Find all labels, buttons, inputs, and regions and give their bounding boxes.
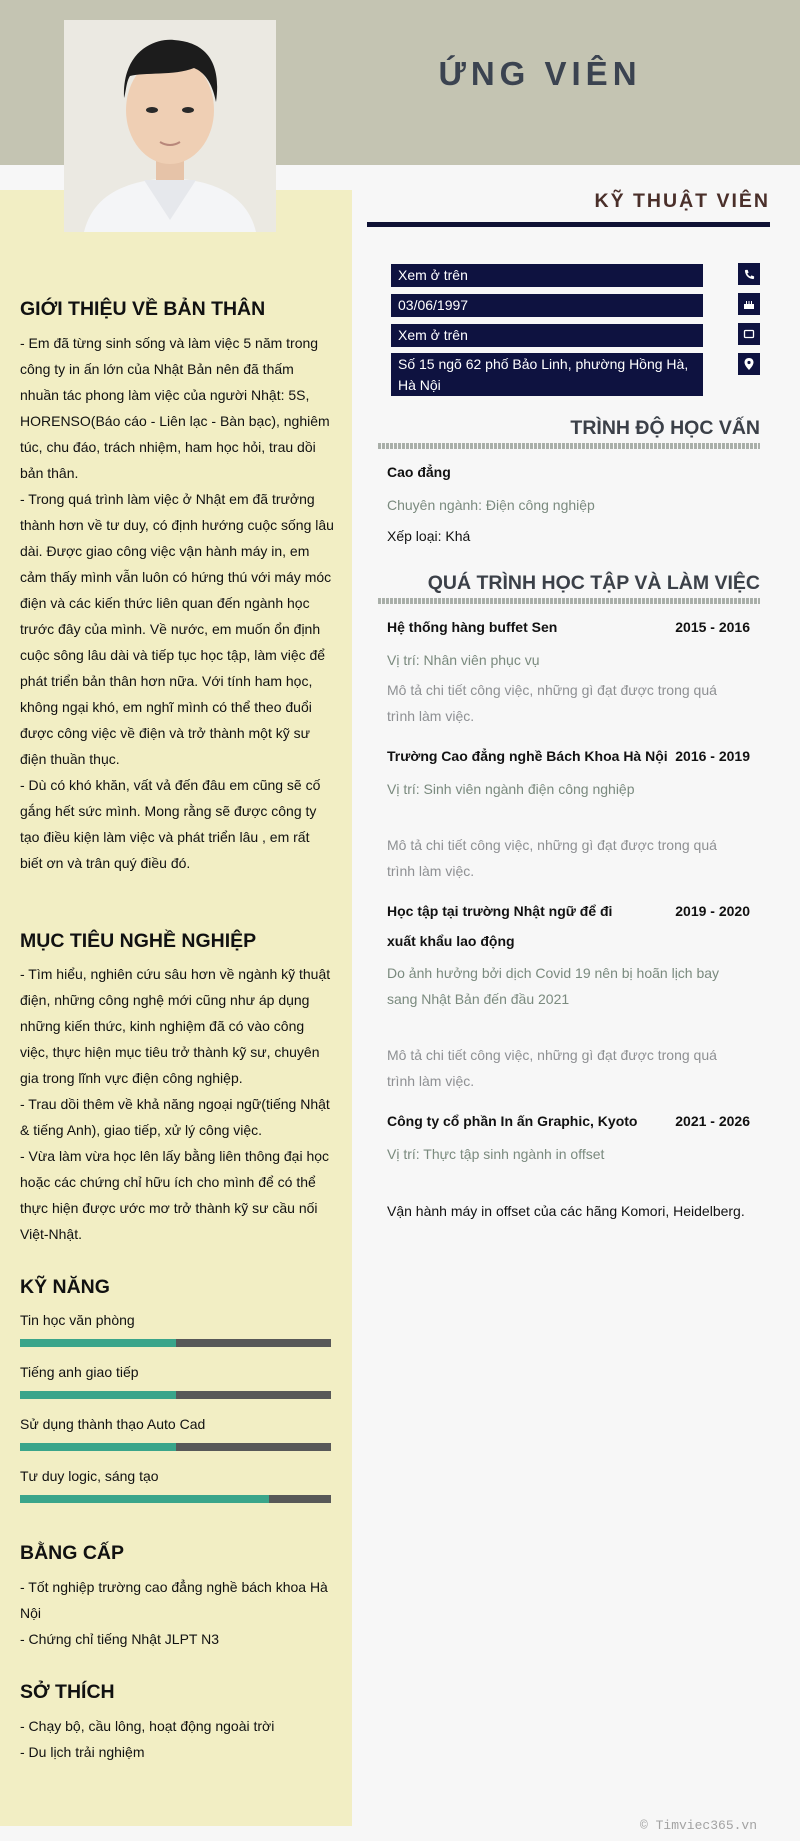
experience-position: Vị trí: Nhân viên phục vụ — [387, 652, 540, 668]
skill-bar — [20, 1339, 331, 1347]
objective-paragraph: - Trau dồi thêm về khả năng ngoại ngữ(tiếng Nhật & tiếng Anh), giao tiếp, xử lý công việc. — [20, 1096, 330, 1138]
birthday-cake-icon — [738, 293, 760, 315]
footer-copyright: © Timviec365.vn — [640, 1818, 758, 1833]
job-title-underline — [367, 222, 770, 227]
job-title: KỸ THUẬT VIÊN — [594, 190, 770, 212]
avatar — [64, 20, 276, 232]
skill-label: Tin học văn phòng — [20, 1312, 135, 1328]
contact-email: Xem ở trên — [391, 324, 703, 347]
experience-years: 2019 - 2020 — [675, 903, 750, 919]
experience-description: Mô tả chi tiết công việc, những gì đạt được trong quá trình làm việc. — [387, 682, 717, 724]
skill-bar — [20, 1495, 331, 1503]
experience-description: Mô tả chi tiết công việc, những gì đạt được trong quá trình làm việc. — [387, 837, 717, 879]
education-title: TRÌNH ĐỘ HỌC VẤN — [570, 417, 760, 439]
experience-org: Công ty cổ phần In ấn Graphic, Kyoto — [387, 1113, 638, 1129]
experience-org-continued: xuất khẩu lao động — [387, 933, 515, 949]
experience-title: QUÁ TRÌNH HỌC TẬP VÀ LÀM VIỆC — [427, 572, 760, 594]
certificates-title: BẰNG CẤP — [20, 1542, 125, 1564]
certificate-item: - Tốt nghiệp trường cao đẳng nghề bách khoa Hà Nội — [20, 1579, 328, 1621]
objective-text — [20, 961, 335, 1247]
experience-description: Vận hành máy in offset của các hãng Komori, Heidelberg. — [387, 1203, 745, 1219]
education-grade: Xếp loại: Khá — [387, 528, 471, 544]
experience-years: 2015 - 2016 — [675, 619, 750, 635]
hobbies-text — [20, 1713, 335, 1765]
hobby-item: - Du lịch trải nghiệm — [20, 1744, 145, 1760]
objective-title: MỤC TIÊU NGHỀ NGHIỆP — [20, 930, 257, 952]
experience-years: 2021 - 2026 — [675, 1113, 750, 1129]
certificate-item: - Chứng chỉ tiếng Nhật JLPT N3 — [20, 1631, 219, 1647]
skill-bar — [20, 1391, 331, 1399]
skill-label: Tiếng anh giao tiếp — [20, 1364, 139, 1380]
skill-bar-fill — [20, 1339, 176, 1347]
skill-label: Tư duy logic, sáng tạo — [20, 1468, 159, 1484]
location-pin-icon — [738, 353, 760, 375]
education-level: Cao đẳng — [387, 464, 451, 480]
experience-org: Hệ thống hàng buffet Sen — [387, 619, 558, 635]
experience-org: Học tập tại trường Nhật ngữ để đi — [387, 903, 613, 919]
skills-title: KỸ NĂNG — [20, 1276, 110, 1298]
skill-label: Sử dụng thành thạo Auto Cad — [20, 1416, 206, 1432]
contact-address: Số 15 ngõ 62 phố Bảo Linh, phường Hồng Hà, Hà Nội — [391, 353, 703, 396]
contact-birthday: 03/06/1997 — [391, 294, 703, 317]
experience-description: Mô tả chi tiết công việc, những gì đạt được trong quá trình làm việc. — [387, 1047, 717, 1089]
skill-bar-fill — [20, 1391, 176, 1399]
about-paragraph: - Em đã từng sinh sống và làm việc 5 năm trong công ty in ấn lớn của Nhật Bản nên đã thấm nhuần tác phong làm việc của người Nhật: 5S, HORENSO(Báo cáo - Liên lạc - Bàn bạc), nghiêm túc, chu đáo, trách nhiệm, ham học hỏi, trau dồi bản thân. — [20, 335, 330, 481]
about-paragraph: - Dù có khó khăn, vất vả đến đâu em cũng sẽ cố gắng hết sức mình. Mong rằng sẽ được công ty tạo điều kiện làm việc và phát triển lâu , em rất biết ơn và trân quý điều đó. — [20, 777, 321, 871]
about-paragraph: - Trong quá trình làm việc ở Nhật em đã trưởng thành hơn về tư duy, có định hướng cuộc sống lâu dài. Được giao công việc vận hành máy in, em cảm thấy mình vẫn luôn có hứng thú với máy móc điện và các kiến thức liên quan đến ngành học trước đây của mình. Về nước, em muốn ổn định cuộc sông lâu dài và tiếp tục học tập, làm việc để phát triển bản thân hơn nữa. Với tính ham học, không ngại khó, em nghĩ mình có thể theo đuổi được công việc về điện và trở thành một kỹ sư điện thuần thục. — [20, 491, 334, 767]
experience-position: Vị trí: Thực tập sinh ngành in offset — [387, 1146, 605, 1162]
email-icon — [738, 323, 760, 345]
skill-bar — [20, 1443, 331, 1451]
section-divider — [378, 443, 760, 449]
objective-paragraph: - Tìm hiểu, nghiên cứu sâu hơn về ngành kỹ thuật điện, những công nghệ mới cũng như áp dụng những kiến thức, kinh nghiệm đã có vào công việc, thực hiện mục tiêu trở thành kỹ sư, chuyên gia trong lĩnh vực điện công nghiệp. — [20, 966, 331, 1086]
experience-years: 2016 - 2019 — [675, 748, 750, 764]
hobbies-title: SỞ THÍCH — [20, 1681, 115, 1703]
phone-icon — [738, 263, 760, 285]
hobby-item: - Chạy bộ, cầu lông, hoạt động ngoài trời — [20, 1718, 275, 1734]
candidate-name: ỨNG VIÊN — [438, 55, 642, 92]
experience-position: Vị trí: Sinh viên ngành điện công nghiệp — [387, 781, 635, 797]
objective-paragraph: - Vừa làm vừa học lên lấy bằng liên thông đại học hoặc các chứng chỉ hữu ích cho mình để có thể thực hiện được ước mơ trở thành kỹ sư cầu nối Việt-Nhật. — [20, 1148, 330, 1242]
skill-bar-fill — [20, 1495, 269, 1503]
education-major: Chuyên ngành: Điện công nghiệp — [387, 497, 595, 513]
experience-org: Trường Cao đẳng nghề Bách Khoa Hà Nội — [387, 748, 668, 764]
about-title: GIỚI THIỆU VỀ BẢN THÂN — [20, 298, 266, 320]
section-divider — [378, 598, 760, 604]
experience-position: Do ảnh hưởng bởi dịch Covid 19 nên bị hoãn lịch bay sang Nhật Bản đến đầu 2021 — [387, 965, 720, 1007]
skill-bar-fill — [20, 1443, 176, 1451]
about-text — [20, 330, 335, 876]
certificates-text — [20, 1574, 335, 1652]
contact-phone: Xem ở trên — [391, 264, 703, 287]
